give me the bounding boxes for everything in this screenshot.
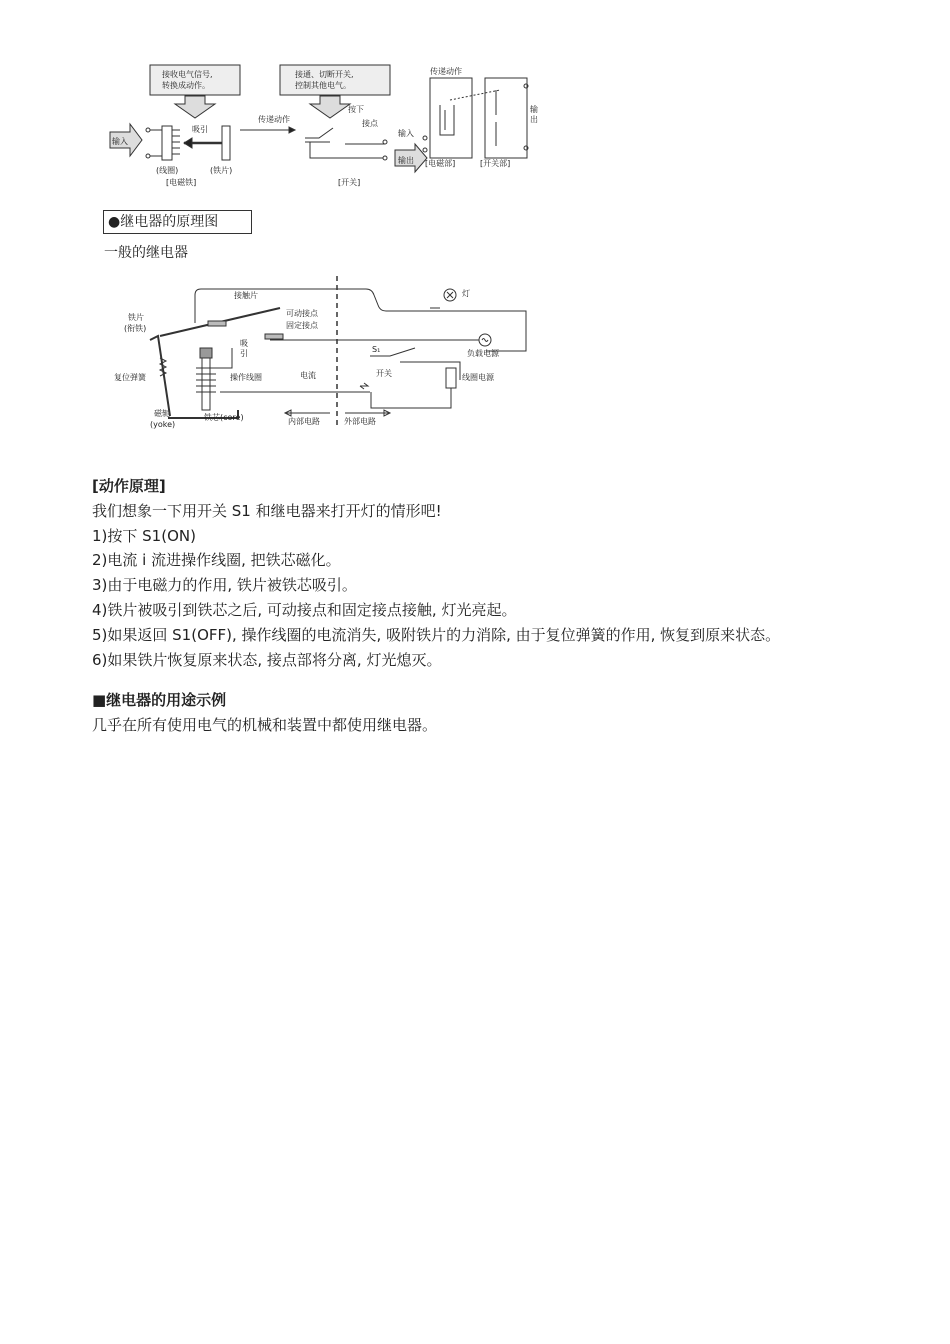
s1-label: S₁	[372, 345, 381, 354]
iron-piece-label1: 铁片	[128, 313, 144, 322]
output-v2: 出	[530, 115, 538, 124]
contact-label: 接点	[362, 119, 378, 128]
text-line: 1)按下 S1(ON)	[92, 526, 196, 545]
electromagnet-label: [电磁铁]	[166, 178, 197, 187]
fixed-contact-label: 固定接点	[286, 321, 318, 330]
transmit2-label: 传递动作	[430, 67, 462, 76]
yoke-label1: 磁轭	[154, 409, 170, 418]
text-line: 6)如果铁片恢复原来状态, 接点部将分离, 灯光熄灭。	[92, 650, 442, 669]
attract-label2: 引	[240, 349, 248, 358]
text-line: 我们想象一下用开关 S1 和继电器来打开灯的情形吧!	[92, 501, 442, 520]
transmit-label: 传递动作	[258, 115, 290, 124]
coil-power-label: 线圈电源	[462, 373, 494, 382]
text-line: 几乎在所有使用电气的机械和装置中都使用继电器。	[92, 716, 438, 735]
diagram-subtitle: 一般的继电器	[104, 245, 188, 261]
receive-line1: 接收电气信号,	[162, 70, 213, 79]
load-power-label: 负载电源	[467, 349, 499, 358]
text-line: 3)由于电磁力的作用, 铁片被铁芯吸引。	[92, 576, 357, 595]
input-label: 输入	[112, 137, 128, 146]
section-heading-usage: ■继电器的用途示例	[92, 691, 227, 710]
output-v1: 输	[530, 105, 538, 114]
iron-label: (铁片)	[210, 166, 233, 175]
sw-part-label: [开关部]	[480, 159, 511, 168]
receive-line2: 转换成动作。	[162, 81, 210, 90]
yoke-label2: (yoke)	[150, 420, 176, 429]
outer-circuit-label: 外部电路	[344, 417, 376, 426]
contact-piece-label: 接触片	[234, 291, 258, 300]
core-label: 铁芯(core)	[204, 413, 244, 422]
inner-circuit-label: 内部电路	[288, 417, 320, 426]
section-heading-principle: [动作原理]	[92, 477, 166, 495]
iron-piece-label2: (衔铁)	[124, 324, 147, 333]
relay-structure-diagram	[100, 60, 540, 195]
em-part-label: [电磁部]	[425, 159, 456, 168]
text-line: 2)电流 i 流进操作线圈, 把铁芯磁化。	[92, 551, 341, 570]
switch-line1: 接通、切断开关,	[295, 70, 354, 79]
op-coil-label: 操作线圈	[230, 373, 262, 382]
input2-label: 输入	[398, 129, 414, 138]
current-label: 电流	[300, 371, 316, 380]
switch-label: [开关]	[338, 178, 361, 187]
switch-line2: 控制其他电气。	[295, 81, 351, 90]
output2-label: 输出	[398, 156, 414, 165]
text-line: 4)铁片被吸引到铁芯之后, 可动接点和固定接点接触, 灯光亮起。	[92, 600, 517, 619]
switch-label: 开关	[376, 369, 392, 378]
press-label: 按下	[348, 105, 364, 114]
attract-label1: 吸	[240, 339, 248, 348]
movable-contact-label: 可动接点	[286, 309, 318, 318]
relay-principle-diagram	[100, 268, 540, 433]
text-line: 5)如果返回 S1(OFF), 操作线圈的电流消失, 吸附铁片的力消除, 由于复位弹簧的作用, 恢复到原来状态。	[92, 625, 781, 644]
attract-label: 吸引	[192, 125, 208, 134]
coil-label: (线圈)	[156, 166, 179, 175]
lamp-label: 灯	[462, 289, 470, 298]
reset-spring-label: 复位弹簧	[114, 373, 146, 382]
body-text	[92, 474, 907, 738]
diagram-caption: ●继电器的原理图	[103, 210, 252, 234]
